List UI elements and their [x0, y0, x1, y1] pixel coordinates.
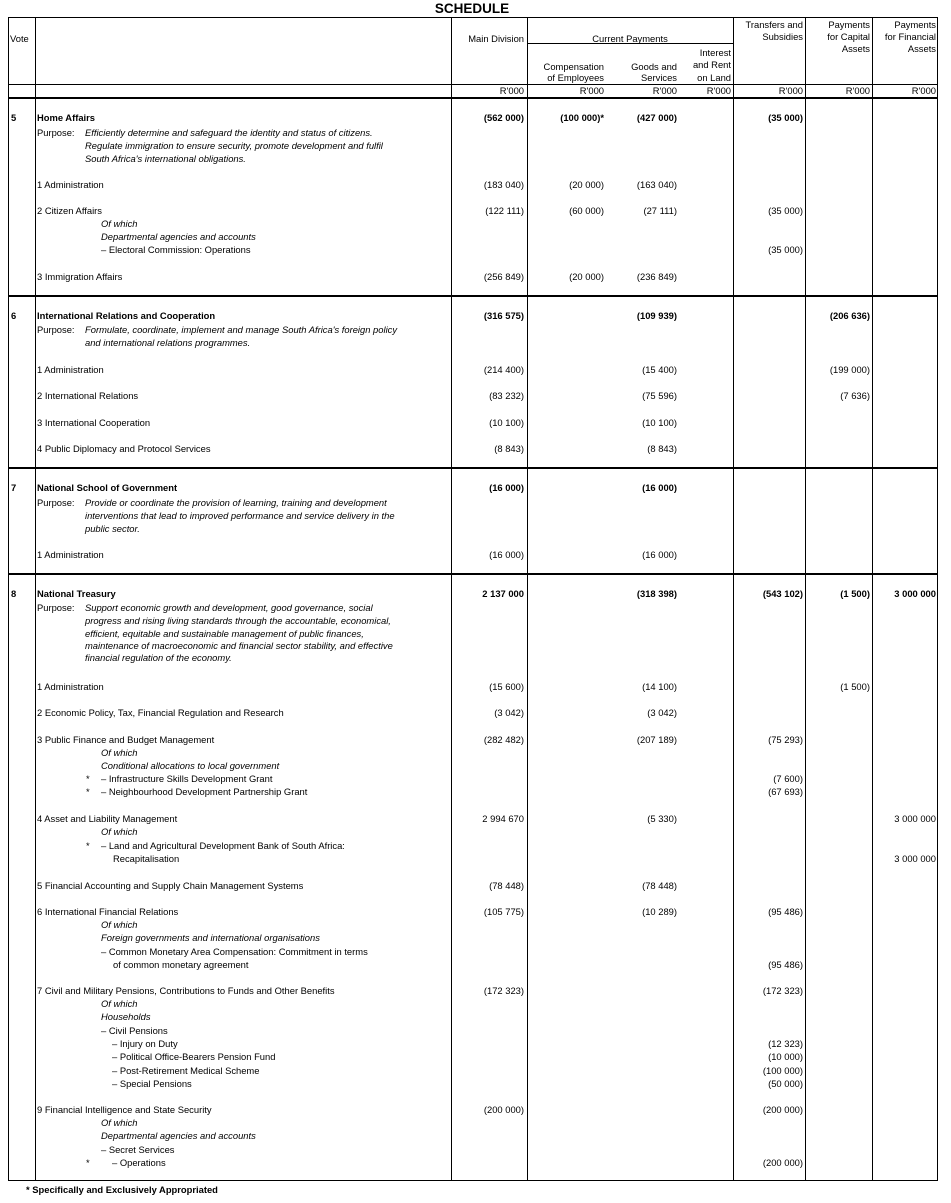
- current-payments-header: Current Payments: [592, 33, 668, 44]
- compensation-value: (20 000): [569, 271, 604, 282]
- purpose-text: progress and rising living standards through the accountable, economical,: [85, 615, 391, 626]
- main-division-value: 2 137 000: [482, 588, 524, 599]
- purpose-label: Purpose:: [37, 497, 75, 508]
- category-label: Conditional allocations to local government: [101, 760, 280, 771]
- capital-value: (7 636): [840, 390, 870, 401]
- goods-value: (14 100): [642, 681, 677, 692]
- financial-header: Payments: [894, 19, 936, 30]
- main-division-value: (10 100): [489, 417, 524, 428]
- capital-value: (199 000): [829, 364, 870, 375]
- division-name: 3 International Cooperation: [37, 417, 151, 428]
- transfers-header: Transfers and: [745, 19, 803, 30]
- col-divider: [733, 17, 734, 1181]
- transfers-value: (35 000): [768, 205, 803, 216]
- division-name: 7 Civil and Military Pensions, Contributions to Funds and Other Benefits: [37, 985, 335, 996]
- col-divider: [527, 17, 528, 1181]
- main-division-value: (16 000): [489, 482, 524, 493]
- item-label: – Political Office-Bearers Pension Fund: [112, 1051, 276, 1062]
- item-label: – Common Monetary Area Compensation: Commitment in terms: [101, 946, 368, 957]
- main-division-value: (282 482): [483, 734, 524, 745]
- capital-value: (206 636): [829, 310, 870, 321]
- capital-header: Assets: [841, 43, 870, 54]
- transfers-value: (67 693): [768, 786, 803, 797]
- division-name: 9 Financial Intelligence and State Security: [37, 1104, 212, 1115]
- transfers-value: (75 293): [768, 734, 803, 745]
- vote-number: 8: [11, 588, 17, 599]
- transfers-value: (12 323): [768, 1038, 803, 1049]
- goods-value: (10 289): [642, 906, 677, 917]
- division-name: 2 Citizen Affairs: [37, 205, 102, 216]
- goods-value: (78 448): [642, 880, 677, 891]
- appropriated-marker: *: [86, 786, 90, 797]
- division-name: 3 Immigration Affairs: [37, 271, 123, 282]
- goods-value: (3 042): [647, 707, 677, 718]
- goods-value: (16 000): [642, 549, 677, 560]
- vote-name: National School of Government: [37, 482, 178, 493]
- compensation-header: Compensation: [543, 61, 604, 72]
- of-which-label: Of which: [101, 218, 138, 229]
- division-name: 1 Administration: [37, 364, 104, 375]
- purpose-text: South Africa's international obligations.: [85, 153, 246, 164]
- unit-label: R'000: [579, 85, 604, 96]
- item-label: – Post-Retirement Medical Scheme: [112, 1065, 260, 1076]
- item-label: – Electoral Commission: Operations: [101, 244, 251, 255]
- financial-header: Assets: [907, 43, 936, 54]
- transfers-value: (200 000): [762, 1104, 803, 1115]
- transfers-header: Subsidies: [762, 31, 803, 42]
- unit-label: R'000: [706, 85, 731, 96]
- appropriated-marker: *: [86, 1157, 90, 1168]
- sub-category-label: – Civil Pensions: [101, 1025, 168, 1036]
- of-which-label: Of which: [101, 747, 138, 758]
- goods-value: (75 596): [642, 390, 677, 401]
- division-name: 1 Administration: [37, 681, 104, 692]
- goods-header: Goods and: [631, 61, 677, 72]
- goods-value: (236 849): [636, 271, 677, 282]
- transfers-value: (7 600): [773, 773, 803, 784]
- interest-header: on Land: [697, 72, 731, 83]
- goods-value: (207 189): [636, 734, 677, 745]
- vote-header: Vote: [10, 33, 29, 44]
- page-title: SCHEDULE: [434, 1, 510, 16]
- main-division-header: Main Division: [468, 33, 524, 44]
- main-division-value: (16 000): [489, 549, 524, 560]
- main-division-value: (172 323): [483, 985, 524, 996]
- purpose-text: maintenance of macroeconomic and financial sector stability, and effective: [85, 640, 393, 651]
- transfers-value: (50 000): [768, 1078, 803, 1089]
- vote-number: 7: [11, 482, 17, 493]
- vote-name: Home Affairs: [37, 112, 95, 123]
- goods-value: (16 000): [642, 482, 677, 493]
- transfers-value: (35 000): [768, 112, 803, 123]
- purpose-text: Provide or coordinate the provision of learning, training and development: [85, 497, 387, 508]
- main-division-value: (316 575): [483, 310, 524, 321]
- compensation-value: (20 000): [569, 179, 604, 190]
- main-division-value: (122 111): [485, 205, 524, 216]
- item-label: – Injury on Duty: [112, 1038, 178, 1049]
- goods-value: (163 040): [636, 179, 677, 190]
- vote-number: 6: [11, 310, 17, 321]
- purpose-text: financial regulation of the economy.: [85, 652, 232, 663]
- transfers-value: (95 486): [768, 906, 803, 917]
- financial-value: 3 000 000: [894, 588, 936, 599]
- item-label: – Special Pensions: [112, 1078, 192, 1089]
- main-division-value: (8 843): [494, 443, 524, 454]
- capital-header: for Capital: [827, 31, 870, 42]
- unit-label: R'000: [911, 85, 936, 96]
- unit-label: R'000: [778, 85, 803, 96]
- footnote: * Specifically and Exclusively Appropriated: [26, 1184, 218, 1195]
- transfers-value: (95 486): [768, 959, 803, 970]
- item-label: – Operations: [112, 1157, 166, 1168]
- transfers-value: (543 102): [762, 588, 803, 599]
- category-label: Departmental agencies and accounts: [101, 1130, 256, 1141]
- goods-value: (27 111): [643, 205, 677, 216]
- transfers-value: (35 000): [768, 244, 803, 255]
- of-which-label: Of which: [101, 1117, 138, 1128]
- interest-header: Interest: [699, 47, 731, 58]
- purpose-label: Purpose:: [37, 324, 75, 335]
- category-label: Departmental agencies and accounts: [101, 231, 256, 242]
- division-name: 5 Financial Accounting and Supply Chain Management Systems: [37, 880, 304, 891]
- transfers-value: (100 000): [762, 1065, 803, 1076]
- of-which-label: Of which: [101, 998, 138, 1009]
- item-label: – Neighbourhood Development Partnership Grant: [101, 786, 308, 797]
- section-divider: [8, 295, 938, 297]
- division-name: 4 Asset and Liability Management: [37, 813, 178, 824]
- transfers-value: (172 323): [762, 985, 803, 996]
- item-label: – Infrastructure Skills Development Grant: [101, 773, 273, 784]
- item-label: Recapitalisation: [113, 853, 180, 864]
- goods-value: (318 398): [636, 588, 677, 599]
- goods-value: (109 939): [636, 310, 677, 321]
- vote-name: National Treasury: [37, 588, 116, 599]
- financial-value: 3 000 000: [894, 813, 936, 824]
- goods-header: Services: [641, 72, 677, 83]
- capital-value: (1 500): [840, 588, 870, 599]
- purpose-text: and international relations programmes.: [85, 337, 251, 348]
- goods-value: (427 000): [636, 112, 677, 123]
- main-division-value: (3 042): [494, 707, 524, 718]
- col-divider: [805, 17, 806, 1181]
- vote-number: 5: [11, 112, 17, 123]
- division-name: 4 Public Diplomacy and Protocol Services: [37, 443, 211, 454]
- main-division-value: (78 448): [489, 880, 524, 891]
- unit-label: R'000: [845, 85, 870, 96]
- item-label: – Land and Agricultural Development Bank of South Africa:: [101, 840, 345, 851]
- main-division-value: (183 040): [483, 179, 524, 190]
- division-name: 3 Public Finance and Budget Management: [37, 734, 215, 745]
- schedule-table: [8, 17, 938, 1181]
- unit-label: R'000: [652, 85, 677, 96]
- main-division-value: (15 600): [489, 681, 524, 692]
- financial-header: for Financial: [884, 31, 936, 42]
- purpose-text: Efficiently determine and safeguard the identity and status of citizens.: [85, 127, 373, 138]
- goods-value: (10 100): [642, 417, 677, 428]
- transfers-value: (200 000): [762, 1157, 803, 1168]
- division-name: 1 Administration: [37, 179, 104, 190]
- compensation-value: (60 000): [569, 205, 604, 216]
- of-which-label: Of which: [101, 826, 138, 837]
- division-name: 1 Administration: [37, 549, 104, 560]
- main-division-value: (200 000): [483, 1104, 524, 1115]
- item-label: of common monetary agreement: [113, 959, 249, 970]
- section-divider: [8, 573, 938, 575]
- goods-value: (15 400): [642, 364, 677, 375]
- financial-value: 3 000 000: [894, 853, 936, 864]
- col-divider: [35, 17, 36, 1181]
- main-division-value: (256 849): [483, 271, 524, 282]
- purpose-text: public sector.: [85, 523, 140, 534]
- division-name: 2 International Relations: [37, 390, 139, 401]
- purpose-label: Purpose:: [37, 127, 75, 138]
- col-divider: [451, 17, 452, 1181]
- category-label: Households: [101, 1011, 151, 1022]
- main-division-value: (562 000): [483, 112, 524, 123]
- section-divider: [8, 467, 938, 469]
- main-division-value: (214 400): [483, 364, 524, 375]
- goods-value: (8 843): [647, 443, 677, 454]
- division-name: 6 International Financial Relations: [37, 906, 179, 917]
- purpose-text: Support economic growth and development, good governance, social: [85, 602, 373, 613]
- purpose-text: interventions that lead to improved performance and service delivery in the: [85, 510, 395, 521]
- purpose-text: efficient, equitable and sustainable management of public finances,: [85, 628, 364, 639]
- transfers-value: (10 000): [768, 1051, 803, 1062]
- section-divider: [8, 97, 938, 99]
- capital-header: Payments: [828, 19, 870, 30]
- goods-value: (5 330): [647, 813, 677, 824]
- vote-name: International Relations and Cooperation: [37, 310, 216, 321]
- main-division-value: (83 232): [489, 390, 524, 401]
- of-which-label: Of which: [101, 919, 138, 930]
- sub-category-label: – Secret Services: [101, 1144, 175, 1155]
- compensation-header: of Employees: [547, 72, 604, 83]
- compensation-value: (100 000)*: [560, 112, 604, 123]
- purpose-label: Purpose:: [37, 602, 75, 613]
- category-label: Foreign governments and international organisations: [101, 932, 320, 943]
- col-divider: [872, 17, 873, 1181]
- capital-value: (1 500): [840, 681, 870, 692]
- main-division-value: (105 775): [483, 906, 524, 917]
- unit-label: R'000: [499, 85, 524, 96]
- appropriated-marker: *: [86, 773, 90, 784]
- appropriated-marker: *: [86, 840, 90, 851]
- division-name: 2 Economic Policy, Tax, Financial Regulation and Research: [37, 707, 284, 718]
- purpose-text: Formulate, coordinate, implement and manage South Africa's foreign policy: [85, 324, 398, 335]
- interest-header: and Rent: [692, 59, 731, 70]
- main-division-value: 2 994 670: [482, 813, 524, 824]
- purpose-text: Regulate immigration to ensure security, promote development and fulfil: [85, 140, 383, 151]
